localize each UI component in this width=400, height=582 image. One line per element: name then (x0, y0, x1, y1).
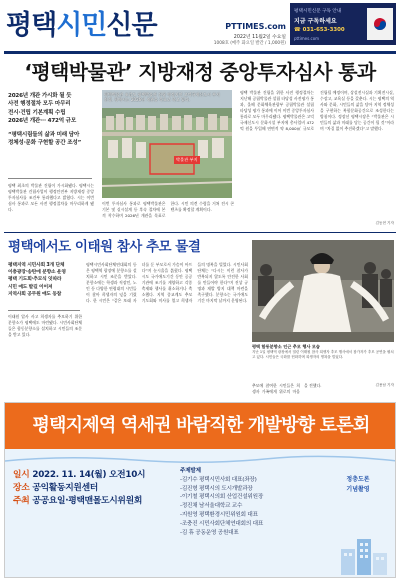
wave-decoration (5, 455, 396, 465)
program-item: -김 휴 공동운영 공원대표 (180, 529, 239, 536)
lead-subheadline: 2026년 개관··· 472억 규모 (8, 118, 77, 125)
logo-char: 신 (106, 10, 132, 41)
program-heading: 주제발제 (180, 468, 201, 474)
program-item: -조충진 시민사회단체연대회의 대표 (180, 520, 264, 527)
forum-place (13, 482, 173, 495)
forum-banner[interactable] (4, 402, 396, 578)
article2-subheadline: 지역사회 공무원 애도 동참 (8, 291, 62, 297)
program-item: -지원영 평택환경시민위원회 대표 (180, 511, 258, 518)
site-url[interactable]: PTTIMES.com (225, 22, 286, 31)
forum-details (13, 469, 173, 508)
banner-header (5, 403, 396, 449)
forum-date (13, 469, 173, 482)
place-value: 공익활동지원센터 (32, 483, 98, 493)
ad-phone: ☎ 031-653-3300 (294, 27, 345, 33)
flag-icon (367, 8, 393, 40)
ad-text: pttimes.com (294, 36, 320, 41)
lead-subheadline: 정체성·문화 구현할 공간 조성” (8, 140, 82, 147)
program-item: -정진채 남서울대학교 교수 (180, 503, 243, 510)
date-label: 일시 (13, 470, 30, 480)
article2-headline[interactable]: 평택에서도 이태원 참사 추모 물결 (8, 239, 201, 255)
masthead-advertisement[interactable] (290, 3, 396, 45)
host-label: 주최 (13, 496, 30, 506)
ad-text: 지금 구독하세요 (294, 18, 337, 25)
issue-info (190, 22, 286, 46)
caption-text: 지난 1일 평택역 광장에서 열린 이태원 참사 희생자 추모 행사에서 참가자가 추모 공연을 펼치고 있다. 시민들은 국화를 헌화하며 희생자의 명복을 빌었다. (252, 349, 394, 359)
lead-body-main: 평택 박물관 건립을 위한 사전 행정절차는 지난해 공립박물관 설립 타당성 사전평가 통과, 올해 문화체육관광부 공립박물관 설립 타당성 평가 통과에 이어 이번 중앙투자심사 통과로 모두 마무리됐다. 평택박물관은 고덕국제신도시 문화시설 부지에 총사업비 472억 원을 투입해 연면적 약 8,000㎡ 규모로 건립될 예정이며, 상설전시실과 기획전시실, 수장고, 교육실 등을 갖춘다. 시는 평택의 역사와 문화, 시민들의 삶을 담아 지역 정체성을 구현하는 복합문화공간으로 조성한다는 방침이다. 정장선 평택시장은 “박물관은 시민들의 삶과 미래를 담는 공간이 될 것”이라며 “차질 없이 추진하겠다”고 말했다. (240, 90, 394, 131)
ad-text: 평택시민신문 구독 안내 (294, 9, 342, 14)
lead-subheadlines (8, 92, 96, 147)
memorial-performance-image (252, 240, 394, 342)
lead-subheadline: 사전 행정절차 모두 마무리 (8, 101, 71, 108)
article2-body-main: 평택시민사회단체연대회의 등은 평택역 광장에 분향소를 설치하고 시민 조문을 받았다. 분향소에는 학생과 직장인, 노인 등 다양한 연령대의 시민들이 찾아 희생자의 넋을 기렸다. 한 시민은 “같은 또래 자녀를 둔 부모로서 가슴이 아프다”며 눈시울을 붉혔다. 평택시도 국가애도기간 동안 공공기관에 조기를 게양하고 각종 축제와 행사를 취소하거나 축소했다. 지역 종교계도 추모 기도회와 미사를 열고 희생자들의 명복을 빌었다. 시민사회단체는 “다시는 이런 참사가 반복되지 않도록 안전한 사회를 만들어야 한다”며 진상 규명과 재발 방지 대책 마련을 촉구했다. 분향소는 국가애도기간 마지막 날까지 운영된다. (86, 262, 248, 303)
closing-item: 정충도론 (346, 476, 370, 483)
lead-subheadline: 전시·건립 기본계획 수립 (8, 109, 66, 116)
article2-photo-caption (252, 344, 394, 378)
article2-subheadlines (8, 262, 80, 298)
program-item: -김기수 평택시민사회 대표(좌장) (180, 476, 257, 483)
logo-char: 택 (31, 10, 57, 41)
building-illustration-icon (335, 535, 391, 575)
date-value: 2022. 11. 14(월) 오전10시 (32, 470, 146, 480)
lead-subheadline: 2026년 개관 가시화 될 듯 (8, 93, 72, 99)
masthead (0, 0, 400, 50)
logo-char: 평 (6, 10, 32, 41)
issue-number: 1008호 (매주 화요일 발간 / 1,000원) (213, 41, 286, 46)
article2-subheadline: 평택지역 시민사회 3개 단체 (8, 263, 65, 268)
site-marker-label: 박물관 부지 (176, 157, 198, 162)
lead-aerial-photo[interactable] (102, 90, 232, 198)
host-value: 공공요일·평택맨몰도시위원회 (32, 496, 143, 506)
banner-body (5, 449, 396, 578)
caption-title: 평택 합동분향소 인근 추모 행사 모습 (252, 344, 320, 349)
aerial-city-image (102, 90, 232, 198)
logo-char: 문 (131, 10, 157, 41)
logo-char-accent: 시 (56, 10, 82, 41)
divider (8, 310, 80, 311)
lead-headline[interactable]: ‘평택박물관’ 지방재정 중앙투자심사 통과 (24, 60, 376, 84)
program-item: -이기철 평택시의회 산업건설위원장 (180, 494, 264, 501)
article2-byline: 김용남 기자 (375, 383, 394, 387)
article2-subheadline: 평택 기도회·추모식 잇따라 (8, 277, 62, 283)
issue-date: 2022년 11월2일 수요일 (233, 35, 286, 40)
article2-subheadline: 이충광장·송탄에 분향소 운영 (8, 270, 66, 276)
forum-title: 평택지제역 역세권 바람직한 개발방향 토론회 (32, 415, 370, 436)
article2-body-intro: 이태원 압사 사고 희생자를 추모하기 위한 분향소가 평택에도 마련됐다. 시민사회단체들은 합동분향소를 설치하고 시민들의 조문을 받고 있다. (8, 314, 82, 337)
masthead-rule (4, 51, 396, 54)
lead-body-continued: 이번 투자심사 통과로 평택박물관은 기본 및 실시설계 등 후속 절차에 본격 착수하며 2026년 개관을 목표로 한다. 시민 의견 수렴을 거쳐 전시 콘텐츠를 확정할 계획이다. (102, 201, 234, 218)
program-item: -김진형 평택시의 도시개발과장 (180, 485, 253, 492)
article2-subheadline: 시민 애도 발길 이어져 (8, 284, 53, 290)
forum-closing (327, 475, 389, 495)
lead-body-intro: 평택 최초의 박물관 건립이 가시화됐다. 평택시는 평택박물관 건립사업이 행정안전부 지방재정 중앙투자심사를 조건부 통과했다고 밝혔다. 시는 이번 심사 통과로 모든 사전 행정절차를 마무리하게 됐다. (8, 183, 94, 212)
lead-photo-caption: 평택박물관 조감도 평택박물관 건립 예정지인 고덕국제신도시 부지 전경. 평택시는 2026년 개관을 목표로 하고 있다. (104, 92, 220, 102)
forum-host (13, 495, 173, 508)
section-rule (4, 232, 396, 233)
logo-char-accent: 민 (81, 10, 107, 41)
forum-program (180, 467, 320, 537)
divider (8, 178, 92, 179)
article2-body-end: 추모에 참여한 시민들은 희생자 가족에게 위로의 마음을 전했다. (252, 383, 322, 394)
lead-subheadline: “평택시림들의 삶과 미래 담아 (8, 131, 80, 138)
place-label: 장소 (13, 483, 30, 493)
newspaper-logo[interactable] (6, 6, 157, 46)
article2-memorial-photo[interactable] (252, 240, 394, 342)
closing-item: 기념촬영 (346, 486, 370, 493)
lead-byline: 김동현 기자 (375, 221, 394, 225)
